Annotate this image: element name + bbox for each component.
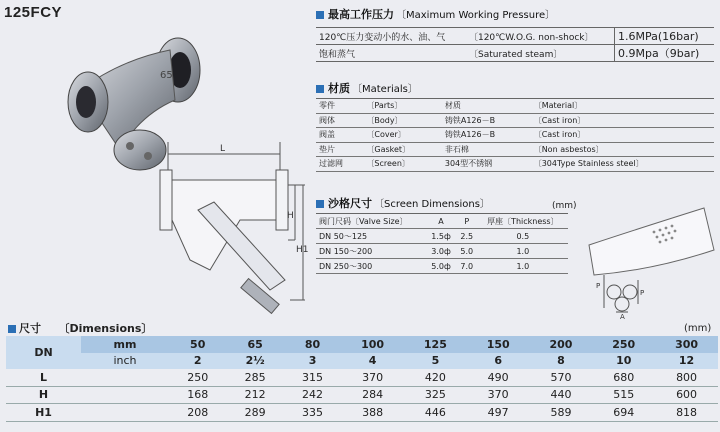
label-p: P [596,282,601,290]
material-zh: 304型不锈钢 [442,157,531,172]
material-zh: 非石棉 [442,142,531,157]
cell: 370 [341,369,404,386]
table-row [316,229,568,244]
cell: 289 [226,404,283,422]
table-row [316,99,714,114]
cell: 497 [467,404,530,422]
cell: 284 [341,386,404,404]
cell: 818 [655,404,718,422]
row-label: L [6,369,81,386]
inch-cell: 8 [530,353,593,370]
cell: DN 50～125 [316,229,426,244]
materials-title-zh: 材质 [328,82,350,95]
mm-cell: 200 [530,336,593,353]
cell: 680 [592,369,655,386]
cell: DN 150～200 [316,244,426,259]
pressure-value: 1.6MPa(16bar) [615,28,714,45]
inch-cell: 2½ [226,353,283,370]
cell: 5.0ф [426,259,456,274]
dimensions-unit: (mm) [684,323,712,334]
cell: 694 [592,404,655,422]
inch-cell: 12 [655,353,718,370]
table-row [316,28,714,45]
cell: 242 [284,386,341,404]
cell: 3.0ф [426,244,456,259]
mm-cell: 100 [341,336,404,353]
mm-cell: 300 [655,336,718,353]
mm-cell: 50 [169,336,226,353]
cell: 420 [404,369,467,386]
label-p2: P [640,289,645,297]
cell: 1.0 [478,244,568,259]
section-marker-icon [316,200,324,208]
table-row [6,369,718,386]
pressure-label-en: 〔120℃W.O.G. non-shock〕 [466,28,615,45]
cell: 2.5 [456,229,478,244]
cell: 250 [169,369,226,386]
cell: 490 [467,369,530,386]
table-row [316,142,714,157]
material-zh: 铸铁A126－B [442,113,531,128]
table-header [316,214,568,229]
part-zh: 过滤网 [316,157,363,172]
cell: 285 [226,369,283,386]
cell: 600 [655,386,718,404]
dimension-drawing [150,140,310,315]
part-zh: 阀体 [316,113,363,128]
cell: 370 [467,386,530,404]
table-row [316,113,714,128]
screen-table [316,213,568,274]
material-zh: 材质 [442,99,531,114]
cell: 388 [341,404,404,422]
screen-heading [316,195,490,211]
inch-row [6,353,718,370]
mm-label: mm [81,336,169,353]
dimensions-title-zh: 尺寸 [19,322,41,335]
casting-mark: 65 [160,70,173,81]
col-thickness: 厚座〔Thickness〕 [478,214,568,229]
table-row [316,157,714,172]
col-size: 阀门尺码〔Valve Size〕 [316,214,426,229]
material-en: 〔Material〕 [531,99,714,114]
label-a: A [620,313,625,320]
screen-detail-drawing [574,200,720,320]
cell: 800 [655,369,718,386]
part-zh: 阀盖 [316,128,363,143]
section-marker-icon [8,325,16,333]
pressure-label-zh: 120℃压力变动小的水、油、气 [316,28,466,45]
cell: 0.5 [478,229,568,244]
mm-row [6,336,718,353]
col-p: P [456,214,478,229]
cell: 325 [404,386,467,404]
material-en: 〔304Type Stainless steel〕 [531,157,714,172]
cell: 1.5ф [426,229,456,244]
section-marker-icon [316,85,324,93]
inch-label: inch [81,353,169,370]
material-zh: 铸铁A126－B [442,128,531,143]
cell: 515 [592,386,655,404]
mm-cell: 65 [226,336,283,353]
inch-cell: 6 [467,353,530,370]
mm-cell: 250 [592,336,655,353]
pressure-title-zh: 最高工作压力 [328,8,394,21]
part-zh: 零件 [316,99,363,114]
part-en: 〔Screen〕 [363,157,441,172]
table-row [6,386,718,404]
section-marker-icon [316,11,324,19]
cell: 570 [530,369,593,386]
pressure-value: 0.9Mpa（9bar) [615,45,714,62]
mm-cell: 80 [284,336,341,353]
table-row [6,404,718,422]
inch-cell: 10 [592,353,655,370]
mm-cell: 150 [467,336,530,353]
cell: 5.0 [456,244,478,259]
inch-cell: 5 [404,353,467,370]
cell: 212 [226,386,283,404]
pressure-label-zh: 饱和蒸气 [316,45,466,62]
table-row [316,259,568,274]
cell: 208 [169,404,226,422]
part-en: 〔Parts〕 [363,99,441,114]
inch-cell: 3 [284,353,341,370]
screen-unit: (mm) [552,201,577,211]
part-zh: 垫片 [316,142,363,157]
dimensions-heading [8,320,152,336]
label-h: H [287,211,294,221]
part-en: 〔Gasket〕 [363,142,441,157]
pressure-table [316,27,714,62]
table-row [316,45,714,62]
cell: DN 250～300 [316,259,426,274]
label-h1: H1 [296,245,309,255]
screen-title-zh: 沙格尺寸 [328,197,372,210]
material-en: 〔Non asbestos〕 [531,142,714,157]
inch-cell: 2 [169,353,226,370]
inch-cell: 4 [341,353,404,370]
dimensions-table [6,336,718,422]
part-en: 〔Cover〕 [363,128,441,143]
cell: 440 [530,386,593,404]
table-row [316,244,568,259]
part-en: 〔Body〕 [363,113,441,128]
mm-cell: 125 [404,336,467,353]
cell: 168 [169,386,226,404]
material-en: 〔Cast iron〕 [531,128,714,143]
cell: 589 [530,404,593,422]
materials-table [316,98,714,172]
dn-label: DN [6,336,81,369]
table-row [316,128,714,143]
pressure-heading [316,6,555,22]
screen-title-en: 〔Screen Dimensions〕 [374,199,490,210]
pressure-title-en: 〔Maximum Working Pressure〕 [396,10,556,21]
cell: 335 [284,404,341,422]
pressure-label-en: 〔Saturated steam〕 [466,45,615,62]
cell: 7.0 [456,259,478,274]
cell: 446 [404,404,467,422]
row-label: H [6,386,81,404]
col-a: A [426,214,456,229]
material-en: 〔Cast iron〕 [531,113,714,128]
materials-heading [316,80,418,96]
materials-title-en: 〔Materials〕 [352,84,418,95]
model-title: 125FCY [4,4,63,21]
label-l: L [220,144,226,154]
dimensions-title-en: 〔Dimensions〕 [58,322,153,335]
cell: 315 [284,369,341,386]
row-label: H1 [6,404,81,422]
cell: 1.0 [478,259,568,274]
